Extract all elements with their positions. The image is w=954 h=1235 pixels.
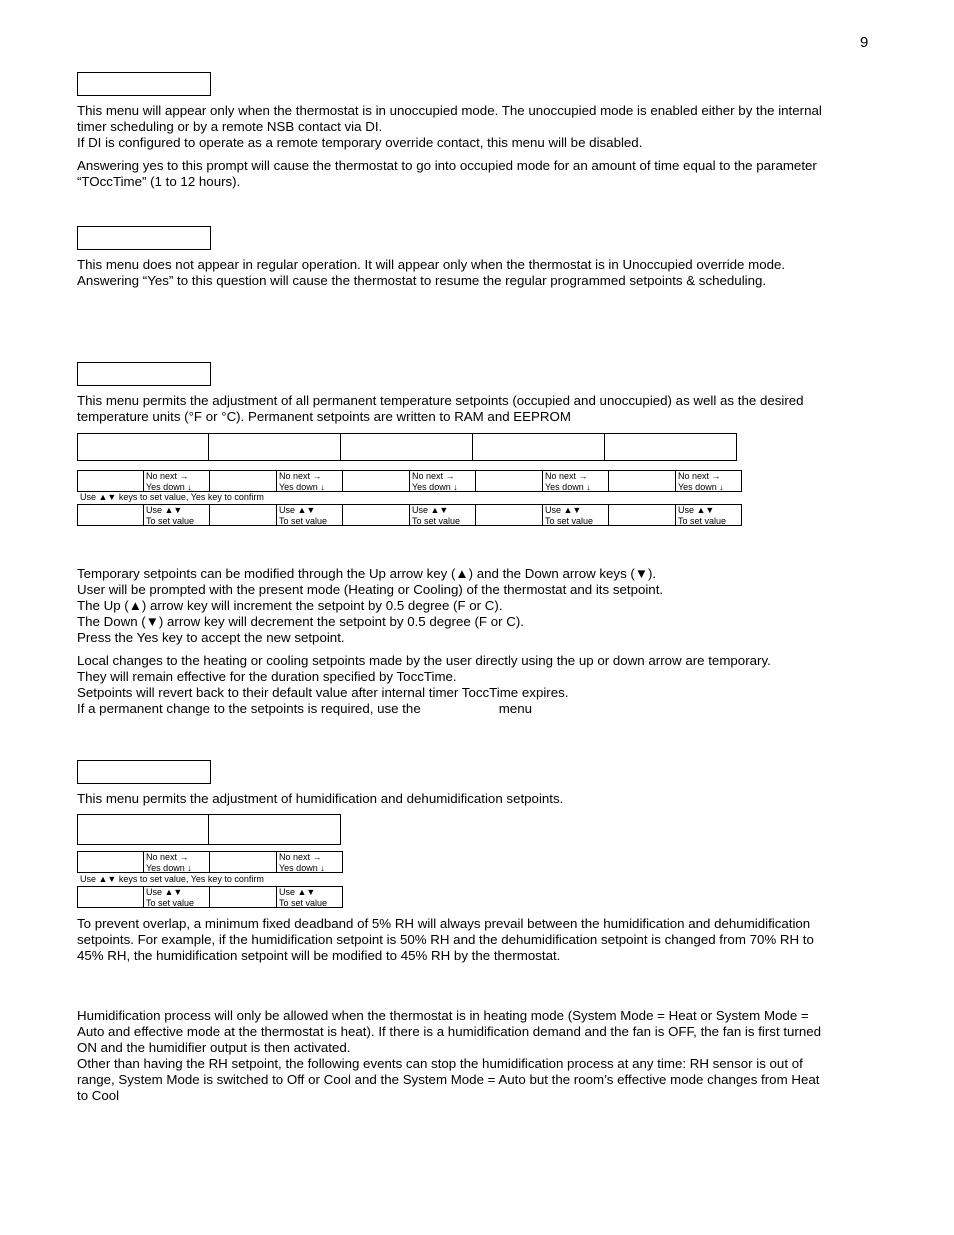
humidity-menu-row	[77, 814, 341, 845]
value-hint	[144, 886, 210, 908]
humidity-value-row	[77, 886, 343, 908]
value-hint	[676, 504, 742, 526]
option-cell	[609, 470, 676, 492]
text-line: The Down (▼) arrow key will decrement the setpoint by 0.5 degree (F or C).	[77, 614, 524, 629]
nav-hint	[410, 470, 476, 492]
text-line: The Up (▲) arrow key will increment the setpoint by 0.5 degree (F or C).	[77, 598, 503, 613]
confirm-note: Use ▲▼ keys to set value, Yes key to confirm	[80, 874, 264, 884]
value-cell	[210, 886, 277, 908]
text-line: ON and the humidifier output is then activated.	[77, 1040, 351, 1055]
option-cell	[210, 470, 277, 492]
value-hint	[543, 504, 609, 526]
nav-hint-line: No next →	[545, 471, 588, 481]
permanent-change-suffix: menu	[498, 701, 532, 716]
menu-cell	[77, 433, 209, 461]
text-line: Auto and effective mode at the thermostat is heat). If there is a humidification demand and the fan is OFF, the fan is first turned	[77, 1024, 822, 1039]
option-cell	[476, 470, 543, 492]
text-line: This menu permits the adjustment of humidification and dehumidification setpoints.	[77, 791, 564, 806]
value-hint-line: Use ▲▼	[279, 505, 316, 515]
permanent-change-prefix: If a permanent change to the setpoints is required, use the	[77, 701, 421, 716]
override-description	[77, 103, 877, 190]
option-cell	[77, 851, 144, 873]
nav-hint-line: No next →	[412, 471, 455, 481]
option-cell	[210, 851, 277, 873]
text-line: Press the Yes key to accept the new setpoint.	[77, 630, 345, 645]
text-line: 45% RH, the humidification setpoint will be modified to 45% RH by the thermostat.	[77, 948, 561, 963]
value-cell	[77, 504, 144, 526]
nav-hint-line: No next →	[279, 471, 322, 481]
value-hint-line: Use ▲▼	[146, 887, 183, 897]
text-line: Humidification process will only be allowed when the thermostat is in heating mode (System Mode = Heat or System Mode =	[77, 1008, 809, 1023]
humidity-nav-row	[77, 851, 343, 873]
text-line: setpoints. For example, if the humidification setpoint is 50% RH and the dehumidification setpoint is changed from 70% RH to	[77, 932, 814, 947]
value-hint	[410, 504, 476, 526]
value-hint-line: Use ▲▼	[412, 505, 449, 515]
nav-hint-line: Yes down ↓	[146, 863, 192, 873]
menu-cell	[473, 433, 605, 461]
value-cell	[476, 504, 543, 526]
setpoint-menu-row	[77, 433, 737, 461]
text-line: They will remain effective for the duration specified by ToccTime.	[77, 669, 457, 684]
value-hint-line: Use ▲▼	[678, 505, 715, 515]
nav-hint	[277, 851, 343, 873]
page-number: 9	[860, 34, 869, 51]
resume-description	[77, 257, 877, 289]
text-line: temperature units (°F or °C). Permanent setpoints are written to RAM and EEPROM	[77, 409, 571, 424]
value-hint-line: Use ▲▼	[279, 887, 316, 897]
menu-cell	[77, 814, 209, 845]
setpoint-description	[77, 393, 877, 425]
section-header-box	[77, 226, 211, 250]
value-cell	[609, 504, 676, 526]
text-line: Answering “Yes” to this question will cause the thermostat to resume the regular programmed setpoints & scheduling.	[77, 273, 767, 288]
menu-cell	[605, 433, 737, 461]
value-hint	[144, 504, 210, 526]
text-line: Temporary setpoints can be modified through the Up arrow key (▲) and the Down arrow keys (▼).	[77, 566, 657, 581]
value-hint-line: To set value	[545, 516, 594, 526]
setpoint-nav-row	[77, 470, 742, 492]
text-line: This menu does not appear in regular operation. It will appear only when the thermostat is in Unoccupied override mode.	[77, 257, 786, 272]
value-cell	[77, 886, 144, 908]
text-line: “TOccTime” (1 to 12 hours).	[77, 174, 241, 189]
nav-hint-line: Yes down ↓	[545, 482, 591, 492]
text-line: This menu permits the adjustment of all permanent temperature setpoints (occupied and unoccupied) as well as the desired	[77, 393, 804, 408]
value-cell	[210, 504, 277, 526]
value-hint-line: To set value	[279, 516, 328, 526]
value-hint-line: To set value	[678, 516, 727, 526]
nav-hint	[676, 470, 742, 492]
section-header-box	[77, 72, 211, 96]
text-line: Answering yes to this prompt will cause the thermostat to go into occupied mode for an amount of time equal to the parameter	[77, 158, 817, 173]
text-line: Local changes to the heating or cooling setpoints made by the user directly using the up or down arrow are temporary.	[77, 653, 771, 668]
nav-hint-line: No next →	[678, 471, 721, 481]
nav-hint	[277, 470, 343, 492]
nav-hint-line: Yes down ↓	[678, 482, 724, 492]
text-line: range, System Mode is switched to Off or Cool and the System Mode = Auto but the room’s effective mode changes from Heat	[77, 1072, 820, 1087]
option-cell	[343, 470, 410, 492]
text-line: to Cool	[77, 1088, 120, 1103]
menu-cell	[341, 433, 473, 461]
nav-hint	[543, 470, 609, 492]
value-hint	[277, 504, 343, 526]
text-line: timer scheduling or by a remote NSB contact via DI.	[77, 119, 383, 134]
value-hint-line: To set value	[412, 516, 461, 526]
nav-hint-line: No next →	[279, 852, 322, 862]
nav-hint-line: Yes down ↓	[412, 482, 458, 492]
value-cell	[343, 504, 410, 526]
value-hint-line: To set value	[146, 516, 195, 526]
nav-hint	[144, 470, 210, 492]
value-hint-line: Use ▲▼	[146, 505, 183, 515]
value-hint-line: To set value	[146, 898, 195, 908]
value-hint	[277, 886, 343, 908]
nav-hint-line: Yes down ↓	[279, 482, 325, 492]
deadband-text	[77, 916, 877, 964]
value-hint-line: Use ▲▼	[545, 505, 582, 515]
confirm-note: Use ▲▼ keys to set value, Yes key to confirm	[80, 492, 264, 502]
nav-hint-line: Yes down ↓	[279, 863, 325, 873]
text-line: If DI is configured to operate as a remote temporary override contact, this menu will be disabled.	[77, 135, 643, 150]
text-line: Setpoints will revert back to their default value after internal timer ToccTime expires.	[77, 685, 569, 700]
nav-hint	[144, 851, 210, 873]
humidity-intro	[77, 791, 877, 807]
temporary-setpoints-text	[77, 566, 877, 717]
section-header-box	[77, 362, 211, 386]
option-cell	[77, 470, 144, 492]
setpoint-value-row	[77, 504, 742, 526]
nav-hint-line: No next →	[146, 471, 189, 481]
section-header-box	[77, 760, 211, 784]
menu-cell	[209, 433, 341, 461]
nav-hint-line: No next →	[146, 852, 189, 862]
nav-hint-line: Yes down ↓	[146, 482, 192, 492]
value-hint-line: To set value	[279, 898, 328, 908]
text-line	[77, 701, 877, 717]
text-line: This menu will appear only when the thermostat is in unoccupied mode. The unoccupied mode is enabled either by the internal	[77, 103, 822, 118]
text-line: Other than having the RH setpoint, the following events can stop the humidification process at any time: RH sensor is out of	[77, 1056, 803, 1071]
humidification-process-text	[77, 1008, 877, 1104]
menu-cell	[209, 814, 341, 845]
text-line: User will be prompted with the present mode (Heating or Cooling) of the thermostat and its setpoint.	[77, 582, 664, 597]
text-line: To prevent overlap, a minimum fixed deadband of 5% RH will always prevail between the humidification and dehumidification	[77, 916, 811, 931]
